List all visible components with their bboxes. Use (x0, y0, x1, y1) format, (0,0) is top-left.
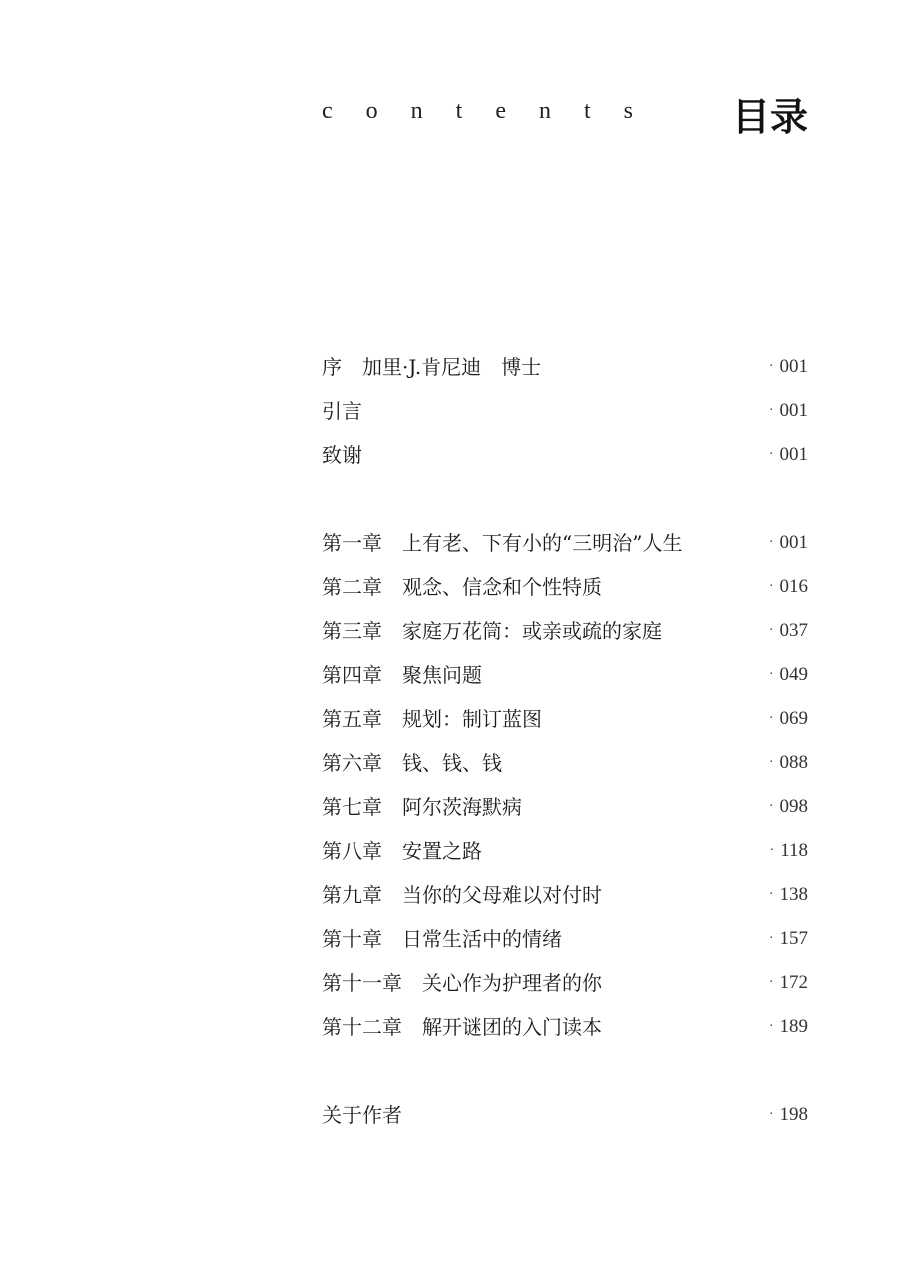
entry-label: 关于作者 (322, 1103, 402, 1127)
toc-entry-chapter[interactable] (322, 829, 808, 873)
page-title: 目录 (731, 94, 808, 139)
toc-entry-chapter[interactable] (322, 961, 808, 1005)
chapter-number: 第三章 (322, 619, 382, 643)
toc-entry-chapter[interactable] (322, 785, 808, 829)
toc-entry-chapter[interactable] (322, 917, 808, 961)
chapter-title: 安置之路 (402, 839, 482, 863)
entry-label: 引言 (322, 399, 362, 423)
entry-page: · 037 (768, 620, 808, 641)
entry-label: 序 加里·J.肯尼迪 博士 (322, 355, 542, 379)
chapter-number: 第十章 (322, 927, 382, 951)
entry-page: · 001 (768, 532, 808, 553)
chapter-number: 第八章 (322, 839, 382, 863)
entry-page: · 016 (768, 576, 808, 597)
chapter-number: 第五章 (322, 707, 382, 731)
entry-page: · 157 (768, 928, 808, 949)
entry-page: · 001 (768, 444, 808, 465)
chapter-title: 观念、信念和个性特质 (402, 575, 602, 599)
contents-word: contents (322, 98, 666, 124)
chapter-number: 第六章 (322, 751, 382, 775)
chapter-title: 聚焦问题 (402, 663, 482, 687)
toc-entry-chapter[interactable] (322, 609, 808, 653)
entry-page: · 098 (768, 796, 808, 817)
chapter-title: 解开谜团的入门读本 (422, 1015, 602, 1039)
chapter-title: 阿尔茨海默病 (402, 795, 522, 819)
back-matter-list (322, 1093, 808, 1137)
chapter-title: 规划：制订蓝图 (402, 707, 542, 731)
toc-entry-acknowledgements[interactable] (322, 433, 808, 477)
entry-page: · 189 (768, 1016, 808, 1037)
toc-entry-chapter[interactable] (322, 1005, 808, 1049)
chapter-number: 第十一章 (322, 971, 402, 995)
toc-entry-chapter[interactable] (322, 873, 808, 917)
front-matter-list (322, 345, 808, 477)
toc-entry-chapter[interactable] (322, 697, 808, 741)
chapter-title: 关心作为护理者的你 (422, 971, 602, 995)
entry-page: · 198 (768, 1104, 808, 1125)
entry-page: · 138 (768, 884, 808, 905)
chapter-title: 当你的父母难以对付时 (402, 883, 602, 907)
entry-page: · 088 (768, 752, 808, 773)
toc-entry-preface[interactable] (322, 345, 808, 389)
entry-page: · 118 (769, 840, 808, 861)
toc-entry-chapter[interactable] (322, 653, 808, 697)
toc-header (322, 86, 808, 139)
chapter-number: 第十二章 (322, 1015, 402, 1039)
toc-entry-chapter[interactable] (322, 521, 808, 565)
entry-label: 致谢 (322, 443, 362, 467)
chapter-number: 第二章 (322, 575, 382, 599)
entry-page: · 049 (768, 664, 808, 685)
toc-entry-introduction[interactable] (322, 389, 808, 433)
chapter-number: 第九章 (322, 883, 382, 907)
chapter-list (322, 521, 808, 1049)
entry-page: · 001 (768, 356, 808, 377)
chapter-title: 钱、钱、钱 (402, 751, 502, 775)
chapter-title: 上有老、下有小的“三明治”人生 (402, 531, 683, 555)
toc-entry-chapter[interactable] (322, 565, 808, 609)
chapter-title: 家庭万花筒：或亲或疏的家庭 (402, 619, 662, 643)
entry-page: · 172 (768, 972, 808, 993)
entry-page: · 001 (768, 400, 808, 421)
entry-page: · 069 (768, 708, 808, 729)
chapter-number: 第四章 (322, 663, 382, 687)
toc-entry-chapter[interactable] (322, 741, 808, 785)
chapter-number: 第七章 (322, 795, 382, 819)
chapter-number: 第一章 (322, 531, 382, 555)
toc-entry-about-author[interactable] (322, 1093, 808, 1137)
chapter-title: 日常生活中的情绪 (402, 927, 562, 951)
